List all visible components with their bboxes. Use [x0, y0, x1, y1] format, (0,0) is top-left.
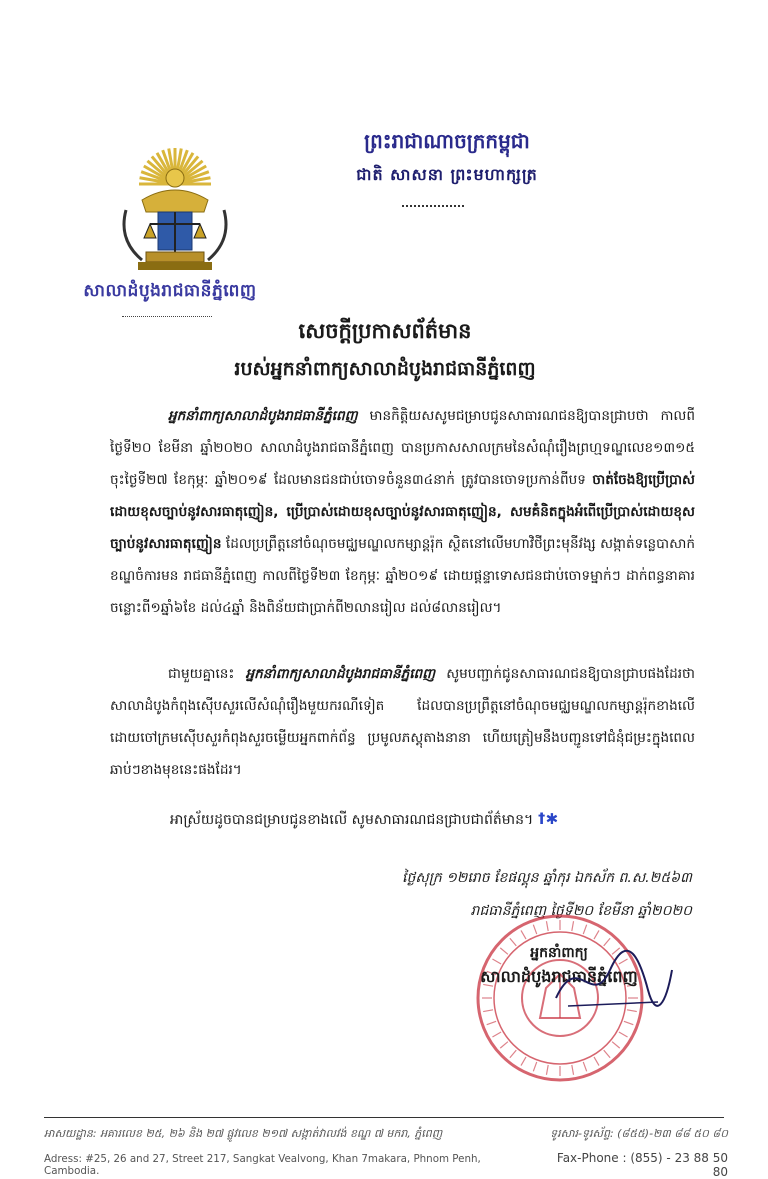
handwritten-initial-icon: ꝉ✱ [537, 810, 559, 828]
court-name: សាលាដំបូងរាជធានីភ្នំពេញ [83, 281, 257, 301]
paragraph-2-intro: ជាមួយគ្នានេះ [168, 666, 246, 682]
spokesperson-lead-2: អ្នកនាំពាក្យសាលាដំបូងរាជធានីភ្នំពេញ [245, 666, 436, 682]
document-subtitle: របស់អ្នកនាំពាក្យសាលាដំបូងរាជធានីភ្នំពេញ [234, 358, 536, 380]
lunar-date: ថ្ងៃសុក្រ ១២រោច ខែផល្គុន ឆ្នាំកុរ ឯកស័ក ព.ស.២៥៦៣ [402, 870, 692, 886]
footer-phone-khmer: ទូរសារ-ទូរស័ព្ទ: (៨៥៥)-២៣ ៨៨ ៥០ ៨០ [550, 1127, 728, 1140]
paragraph-1-text-b: ដែលប្រព្រឹត្តនៅចំណុចមជ្ឈមណ្ឌលកម្សាន្តរ៉ុក ស្ថិតនៅលើមហាវិថីព្រះមុនីវង្ស សង្កាត់ទន្លេបាសាក់ ខណ្ឌចំការមន រាជធានីភ្នំពេញ កាលពីថ្ងៃទី២៣ ខែកុម្ភៈ ឆ្នាំ២០១៩ ដោយផ្តន្ទាទោសជនជាប់ចោទម្នាក់ៗ ដាក់ពន្ធនាគារចន្លោះពី១ឆ្នាំ៦ខែ ដល់៤ឆ្នាំ និងពិន័យជាប្រាក់ពី២លានរៀល ដល់៨លានរៀល។ [110, 536, 695, 616]
footer-phone-english: Fax-Phone : (855) - 23 88 50 80 [556, 1151, 728, 1179]
signatory-title: អ្នកនាំពាក្យ [530, 945, 588, 961]
spokesperson-lead: អ្នកនាំពាក្យសាលាដំបូងរាជធានីភ្នំពេញ [168, 408, 358, 424]
motto-divider [402, 205, 464, 209]
body-paragraph-1 [110, 400, 695, 624]
closing-text: អាស្រ័យដូចបានជម្រាបជូនខាងលើ សូមសាធារណជនជ្រាបជាព័ត៌មាន។ [170, 812, 534, 828]
signature-icon [548, 940, 678, 1020]
national-motto: ជាតិ សាសនា ព្រះមហាក្សត្រ [356, 165, 538, 184]
document-title: សេចក្តីប្រកាសព័ត៌មាន [298, 319, 472, 343]
footer-address-khmer: អាសយដ្ឋាន: អគារលេខ ២៥, ២៦ និង ២៧ ផ្លូវលេខ ២១៧ សង្កាត់វាលវង់ ខណ្ឌ ៧ មករា, ភ្នំពេញ [44, 1127, 443, 1140]
footer-divider [44, 1117, 724, 1118]
paragraph-1-text-a: មានកិត្តិយសសូមជម្រាបជូនសាធារណជនឱ្យបានជ្រាបថា កាលពីថ្ងៃទី២០ ខែមីនា ឆ្នាំ២០២០ សាលាដំបូងរាជធានីភ្នំពេញ បានប្រកាសសាលក្រមនៃសំណុំរឿងព្រហ្មទណ្ឌលេខ១៣១៥ ចុះថ្ងៃទី២៧ ខែកុម្ភៈ ឆ្នាំ២០១៩ ដែលមានជនជាប់ចោទចំនួន៣៤នាក់ ត្រូវបានចោទប្រកាន់ពីបទ [110, 408, 695, 488]
signatory-office: សាលាដំបូងរាជធានីភ្នំពេញ [480, 967, 638, 986]
closing-statement [170, 810, 690, 831]
footer-address-english: Adress: #25, 26 and 27, Street 217, Sangkat Vealvong, Khan 7makara, Phnom Penh, Cambodia. [44, 1153, 481, 1177]
charges-text: ចាត់ចែងឱ្យប្រើប្រាស់ដោយខុសច្បាប់នូវសារធាតុញៀន, ប្រើប្រាស់ដោយខុសច្បាប់នូវសារធាតុញៀន, សមគំនិតក្នុងអំពើប្រើប្រាស់ដោយខុសច្បាប់នូវសារធាតុញៀន [110, 472, 695, 552]
body-paragraph-2 [110, 658, 695, 786]
paragraph-2-text: សូមបញ្ជាក់ជូនសាធារណជនឱ្យបានជ្រាបផងដែរថា សាលាដំបូងកំពុងស៊ើបសួរលើសំណុំរឿងមួយករណីទៀត ដែលបានប្រព្រឹត្តនៅចំណុចមជ្ឈមណ្ឌលកម្សាន្តរ៉ុកខាងលើ ដោយចៅក្រមស៊ើបសួរកំពុងសួរចម្លើយអ្នកពាក់ព័ន្ធ ប្រមូលភស្តុតាងនានា ហើយត្រៀមនឹងបញ្ជូនទៅជំនុំជម្រះក្នុងពេលឆាប់ៗខាងមុខនេះផងដែរ។ [110, 666, 695, 778]
court-seal-emblem [92, 140, 258, 280]
kingdom-heading: ព្រះរាជាណាចក្រកម្ពុជា [364, 129, 530, 153]
solar-date: រាជធានីភ្នំពេញ ថ្ងៃទី២០ ខែមីនា ឆ្នាំ២០២០ [470, 903, 692, 919]
